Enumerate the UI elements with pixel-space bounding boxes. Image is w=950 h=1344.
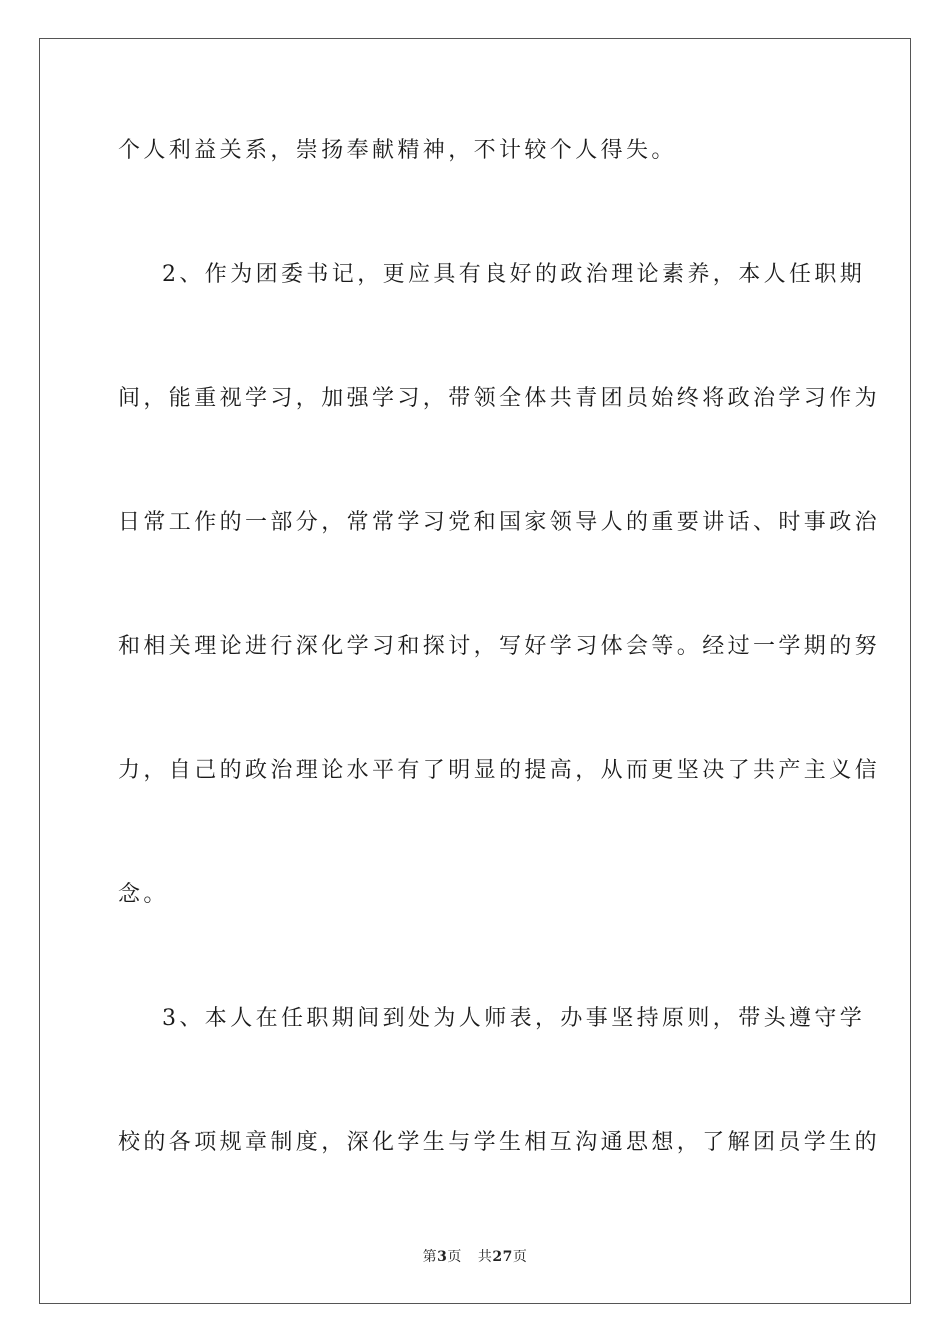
text-line-4: 日常工作的一部分，常常学习党和国家领导人的重要讲话、时事政治 [118,510,881,535]
text-line-1: 个人利益关系，崇扬奉献精神，不计较个人得失。 [118,138,677,163]
footer-total-prefix: 共 [477,1249,493,1265]
footer-page-prefix: 第 [422,1249,438,1265]
text-line-5: 和相关理论进行深化学习和探讨，写好学习体会等。经过一学期的努 [118,634,881,659]
footer-current-page: 3 [437,1249,448,1265]
footer-total-suffix: 页 [512,1249,528,1265]
page-border [39,38,911,1304]
text-line-2: 2、作为团委书记，更应具有良好的政治理论素养，本人任职期 [162,262,866,287]
text-line-7: 念。 [118,882,169,907]
text-line-8: 3、本人在任职期间到处为人师表，办事坚持原则，带头遵守学 [162,1006,866,1031]
text-line-6: 力，自己的政治理论水平有了明显的提高，从而更坚决了共产主义信 [118,758,881,783]
footer-total-pages: 27 [492,1249,513,1265]
text-line-9: 校的各项规章制度，深化学生与学生相互沟通思想，了解团员学生的 [118,1130,881,1155]
footer-page-suffix: 页 [447,1249,462,1265]
page-footer [0,1248,950,1266]
text-line-3: 间，能重视学习，加强学习，带领全体共青团员始终将政治学习作为 [118,386,881,411]
